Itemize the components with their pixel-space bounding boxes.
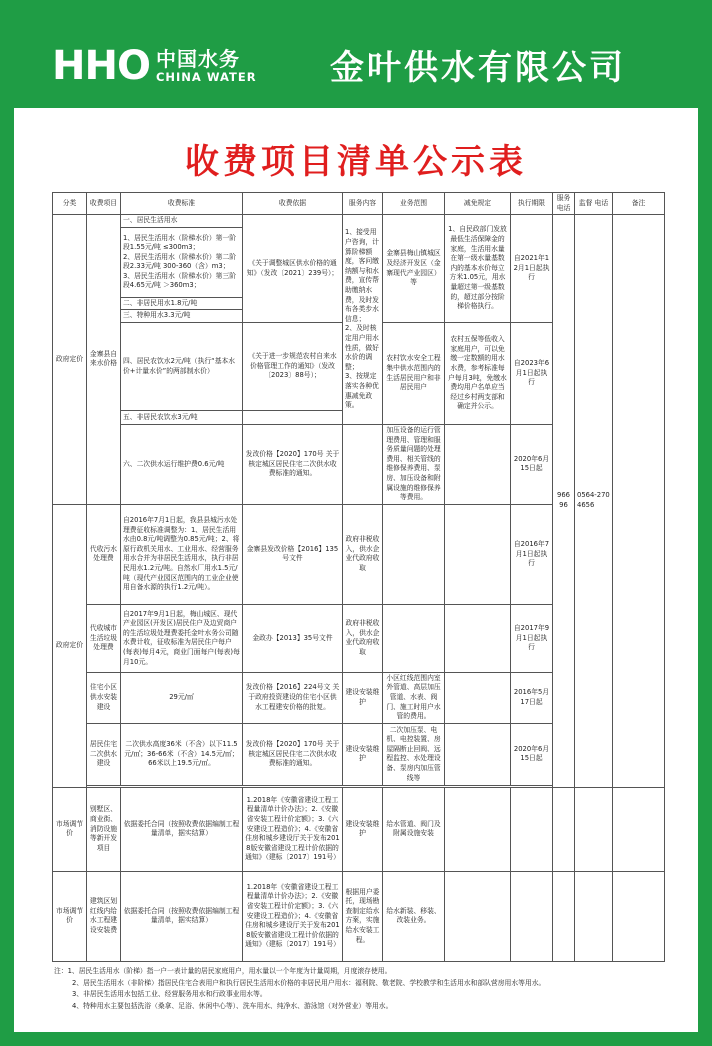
page-title: 收费项目清单公示表 [185, 142, 527, 182]
item-garbage: 代收城市生活垃圾处理费 [87, 604, 121, 672]
header-relief: 减免规定 [445, 193, 511, 215]
scope-sewage-empty [383, 504, 445, 604]
item-water-price: 金寨县自来水价格 [87, 215, 121, 505]
service-tel: 96696 [553, 215, 575, 788]
header-basis: 收费依据 [243, 193, 343, 215]
std-secondary-supply: 六、二次供水运行维护费0.6元/吨 [121, 425, 243, 505]
header-period: 执行期限 [511, 193, 553, 215]
fee-table-container [52, 192, 664, 962]
item-market-2: 建筑区划红线内给水工程建设安装费 [87, 871, 121, 961]
logo-english: CHINA WATER [155, 70, 257, 84]
header-bar [0, 0, 712, 108]
period-market-1-empty [511, 787, 553, 871]
relief-sewage-empty [445, 504, 511, 604]
service-tel-market-1-empty [553, 787, 575, 871]
relief-market-1-empty [445, 787, 511, 871]
item-secondary-build: 居民住宅二次供水建设 [87, 723, 121, 785]
period-sewage: 自2016年7月1日起执行 [511, 504, 553, 604]
category-market-2: 市场调节价 [53, 871, 87, 961]
header-item: 收费项目 [87, 193, 121, 215]
service-tel-market-2-empty [553, 871, 575, 961]
footnote-2: 2、居民生活用水（非阶梯）指居民住宅合表用户和执行居民生活用水价格的非居民用户用水：福利院、敬老院、学校教学和生活用水和部队营房用水等用水。 [72, 978, 546, 987]
company-name: 金叶供水有限公司 [330, 48, 626, 88]
std-rural-nonresident: 五、非居民农饮水3元/吨 [121, 411, 243, 425]
basis-community: 发改价格【2016】224号文 关于政府投资建设的住宅小区供水工程建安价格的批复。 [243, 672, 343, 723]
scope-secondary-build: 二次加压泵、电机、电控装置、房屋隔断止回阀、远程监控、水处理设备、泵房内加压管线等 [383, 723, 445, 785]
scope-secondary-supply: 加压设备的运行管理费用、管理和服务质量问题的处理费用、相关管线的维修保养费用、泵房、加压设备和附属设施的维修保养等费用。 [383, 425, 445, 505]
remark-cell [613, 215, 665, 788]
scope-water: 金寨县梅山镇城区及经济开发区（金寨现代产业园区）等 [383, 215, 445, 323]
service-market-1: 建设安装维护 [343, 787, 383, 871]
scope-market-2: 给水新装、移装、改装业务。 [383, 871, 445, 961]
logo-mark: HHO [52, 43, 150, 89]
std-garbage: 自2017年9月1日起，梅山城区、现代产业园区(开发区)居民住户及边贸商户的生活垃圾处理费委托金叶水务公司随水费计收，征收标准为居民住户每户(每表)每月4元，商业门面每户(每表)每月10元。 [121, 604, 243, 672]
basis-garbage: 金政办【2013】35号文件 [243, 604, 343, 672]
std-special: 三、特种用水3.3元/吨 [121, 310, 243, 323]
supervise-tel: 0564-2704656 [575, 215, 613, 788]
service-garbage: 政府非税收入，供水企业代政府收取 [343, 604, 383, 672]
std-rural: 四、居民农饮水2元/吨（执行“基本水价+计量水价”的两部制水价） [121, 322, 243, 410]
scope-market-1: 给水管道、阀门及附属设施安装 [383, 787, 445, 871]
supervise-tel-market-1-empty [575, 787, 613, 871]
basis-rural-empty [243, 411, 343, 425]
period-secondary-supply: 2020年6月15日起 [511, 425, 553, 505]
header-supervise-tel: 监督 电话 [575, 193, 613, 215]
scope-rural: 农村饮水安全工程集中供水范围内的生活居民用户和非居民用户 [383, 322, 445, 424]
std-secondary-build: 二次供水高度36米（不含）以下11.5元/㎡；36-66米（不含）14.5元/㎡；66米以上19.5元/㎡。 [121, 723, 243, 785]
basis-secondary-build: 发改价格【2020】170号 关于核定城区居民住宅二次供水收费标准的通知。 [243, 723, 343, 785]
service-market-2: 根据用户委托，现场勘查制定给水方案，实施给水安装工程。 [343, 871, 383, 961]
category-government-1: 政府定价 [53, 215, 87, 505]
header-service: 服务内容 [343, 193, 383, 215]
relief-water: 1、自民政部门发放最低生活保障金的家庭，生活用水量在第一级水量基数内的基本水价每立方米1.05元，用水量超过第一级基数的，超过部分按阶梯价格执行。 [445, 215, 511, 323]
relief-secondary-build-empty [445, 723, 511, 785]
remark-market-1-empty [613, 787, 665, 871]
service-water: 1、接受用户咨询，计算阶梯额度，客问缴纳额与和水费，宣传帮助缴纳水费，及时发布各类步水信息； 2、及时核定用户用水性质，做好水价的调整； 3、按规定落实各种优惠减免政策。 [343, 215, 383, 425]
fee-table [52, 192, 665, 962]
header-standard: 收费标准 [121, 193, 243, 215]
footnote-3: 3、非居民生活用水包括工业、经营服务用水和行政事业用水等。 [72, 990, 267, 998]
item-community: 住宅小区供水安装建设 [87, 672, 121, 723]
supervise-tel-market-2-empty [575, 871, 613, 961]
period-water: 自2021年12月1日起执行 [511, 215, 553, 323]
footnote-1: 注：1、居民生活用水（阶梯）指一户一表计量的居民家庭用户，用水量以一个年度为计量周期，月度滚存使用。 [54, 967, 392, 975]
header-service-tel: 服务电话 [553, 193, 575, 215]
std-resident-tiers: 1、居民生活用水（阶梯水价）第一阶段1.55元/吨 ≤300m3； 2、居民生活用水（阶梯水价）第二阶段2.33元/吨 300-360（含）m3； 3、居民生活用水（阶梯水价）第三阶段4.65元/吨 ＞360m3； [121, 227, 243, 297]
service-secondary-supply-empty [343, 425, 383, 505]
std-sewage: 自2016年7月1日起，我县县城污水处理费征收标准调整为：1、居民生活用水由0.8元/吨调整为0.85元/吨；2、将原行政机关用水、工业用水、经营服务用水合并为非居民生活用水，执行非居民用水1.2元/吨。自然水厂用水1.5元/吨（现代产业园区范围内的工业企业使用自备水源的执行1.2元/吨）。 [121, 504, 243, 604]
company-logo [52, 42, 257, 90]
basis-secondary-supply: 发改价格【2020】170号 关于核定城区居民住宅二次供水收费标准的通知。 [243, 425, 343, 505]
logo-chinese: 中国水务 [155, 47, 240, 71]
relief-market-2-empty [445, 871, 511, 961]
period-community: 2016年5月17日起 [511, 672, 553, 723]
std-market-2: 依据委托合同（按照收费依据编制工程量清单，据实结算） [121, 871, 243, 961]
header-scope: 业务范围 [383, 193, 445, 215]
basis-water: 《关于调整城区供水价格的通知》（发改〔2021〕239号）； [243, 215, 343, 323]
period-garbage: 自2017年9月1日起执行 [511, 604, 553, 672]
item-sewage: 代收污水处理费 [87, 504, 121, 604]
std-resident-title: 一、居民生活用水 [121, 215, 243, 228]
footnote-4: 4、特种用水主要包括洗浴（桑拿、足浴、休闲中心等）、洗车用水、纯净水、游泳馆（对外营业）等用水。 [72, 1001, 393, 1010]
header-remark: 备注 [613, 193, 665, 215]
service-community: 建设安装维护 [343, 672, 383, 723]
relief-rural: 农村五保等低收入家庭用户，可以免缴一定数额的用水水费，参考标准每户每月3吨，免缴水费均用户名单应当经过乡村两支部和确定并公示。 [445, 322, 511, 424]
relief-garbage-empty [445, 604, 511, 672]
period-rural: 自2023年6月1日起执行 [511, 322, 553, 424]
basis-sewage: 金寨县发改价格【2016】135号文件 [243, 504, 343, 604]
basis-market-1: 1.2018年《安徽省建设工程工程量清单计价办法》；2.《安徽省安装工程计价定额》；3.《六安建设工程造价》；4.《安徽省住房和城乡建设厅关于发布2018版安徽省建设工程计价依据的通知》（建标〔2017〕191号） [243, 787, 343, 871]
service-sewage: 政府非税收入，供水企业代政府收取 [343, 504, 383, 604]
table-header-row [53, 193, 665, 215]
std-nonresident: 二、非居民用水1.8元/吨 [121, 297, 243, 310]
std-market-1: 依据委托合同（按照收费依据编制工程量清单，据实结算） [121, 787, 243, 871]
item-market-1: 别墅区、商业街、消防设施等新开发项目 [87, 787, 121, 871]
scope-community: 小区红线范围内室外管道、高层加压管道、水表、阀门、施工时用户水管的费用。 [383, 672, 445, 723]
scope-garbage-empty [383, 604, 445, 672]
std-community: 29元/㎡ [121, 672, 243, 723]
basis-market-2: 1.2018年《安徽省建设工程工程量清单计价办法》；2.《安徽省安装工程计价定额》；3.《六安建设工程造价》；4.《安徽省住房和城乡建设厅关于发布2018版安徽省建设工程计价依据的通知》（建标〔2017〕191号） [243, 871, 343, 961]
category-government-2: 政府定价 [53, 504, 87, 787]
relief-secondary-supply-empty [445, 425, 511, 505]
service-secondary-build: 建设安装维护 [343, 723, 383, 785]
basis-rural: 《关于进一步规范农村自来水价格管理工作的通知》（发改〔2023〕88号）； [243, 322, 343, 410]
category-market-1: 市场调节价 [53, 787, 87, 871]
period-secondary-build: 2020年6月15日起 [511, 723, 553, 785]
relief-community-empty [445, 672, 511, 723]
period-market-2-empty [511, 871, 553, 961]
footnotes [54, 966, 674, 1012]
remark-market-2-empty [613, 871, 665, 961]
header-category: 分类 [53, 193, 87, 215]
